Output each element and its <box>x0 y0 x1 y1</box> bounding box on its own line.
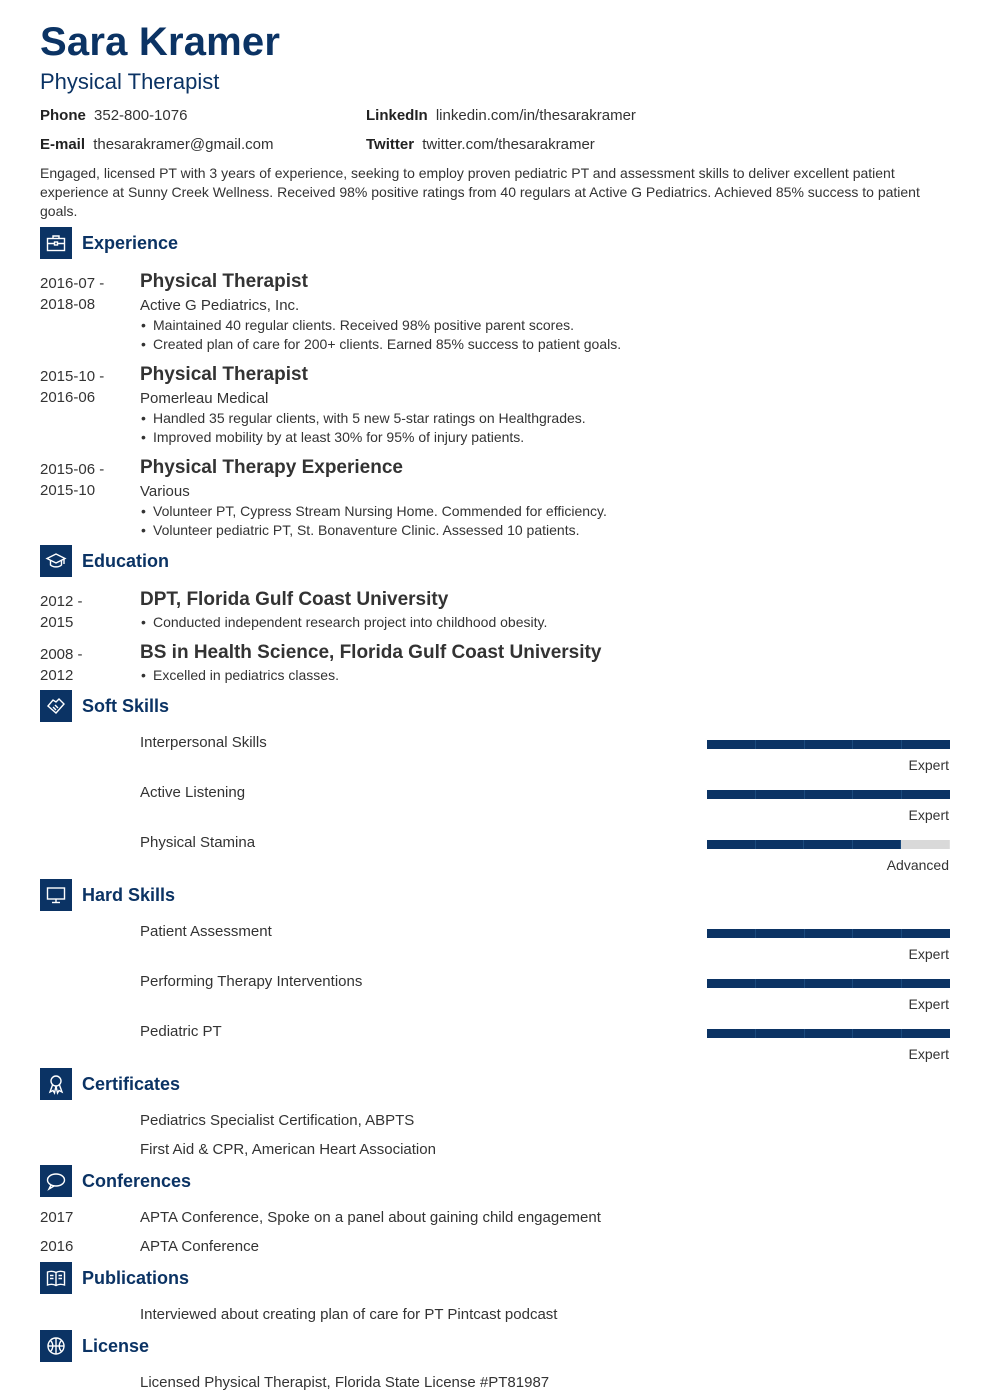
contact-twitter <box>366 135 595 155</box>
soft-skill-bar <box>707 740 950 749</box>
conference-year: 2017 <box>40 1209 74 1226</box>
skill-bar-segment <box>756 979 805 988</box>
exp2-title: Physical Therapist <box>140 364 308 385</box>
edu1-title: DPT, Florida Gulf Coast University <box>140 589 449 610</box>
license-item: Licensed Physical Therapist, Florida State License #PT81987 <box>140 1374 550 1391</box>
skill-bar-segment <box>901 840 950 849</box>
linkedin-label: LinkedIn <box>366 107 428 124</box>
skill-bar-segment <box>902 929 950 938</box>
edu1-bullets <box>140 613 547 632</box>
skill-bar-segment <box>805 790 854 799</box>
exp3-bullets <box>140 502 607 540</box>
open-book-icon <box>40 1262 72 1294</box>
exp2-date-start: 2015-10 - <box>40 368 105 385</box>
license-title: License <box>82 1335 150 1356</box>
skill-bar-segment <box>853 790 902 799</box>
edu1-bullet: • Conducted independent research project into childhood obesity. <box>140 613 547 632</box>
exp3-date-end: 2015-10 <box>40 482 96 499</box>
contact-linkedin <box>366 106 636 126</box>
handshake-icon <box>40 690 72 722</box>
skill-bar-segment <box>805 929 854 938</box>
soft-skill-level: Expert <box>908 757 949 773</box>
edu2-date-start: 2008 - <box>40 646 83 663</box>
exp3-org: Various <box>140 483 190 500</box>
conference-item: APTA Conference <box>140 1238 259 1255</box>
soft-skill-name: Physical Stamina <box>140 834 256 851</box>
certificate-item: Pediatrics Specialist Certification, ABPTS <box>140 1112 415 1129</box>
phone-label: Phone <box>40 107 86 124</box>
exp2-bullet: • Improved mobility by at least 30% for 95% of injury patients. <box>140 428 586 447</box>
publications-section-header <box>40 1262 189 1294</box>
exp3-date <box>40 459 130 501</box>
twitter-label: Twitter <box>366 136 415 153</box>
exp1-bullets <box>140 316 621 354</box>
skill-bar-segment <box>707 929 756 938</box>
edu2-bullet: • Excelled in pediatrics classes. <box>140 666 339 685</box>
soft-skills-section-header <box>40 690 169 722</box>
conference-year: 2016 <box>40 1238 74 1255</box>
skill-bar-segment <box>805 740 854 749</box>
exp1-bullet: • Created plan of care for 200+ clients. Earned 85% success to patient goals. <box>140 335 621 354</box>
briefcase-icon <box>40 227 72 259</box>
hard-skill-level: Expert <box>908 1046 949 1062</box>
soft-skill-bar <box>707 840 950 849</box>
edu2-title: BS in Health Science, Florida Gulf Coast University <box>140 642 602 663</box>
certificates-title: Certificates <box>82 1073 181 1094</box>
certificates-section-header <box>40 1068 180 1100</box>
skill-bar-segment <box>902 979 950 988</box>
skill-bar-segment <box>756 740 805 749</box>
skill-bar-segment <box>707 979 756 988</box>
conferences-title: Conferences <box>82 1170 192 1191</box>
email-value[interactable]: thesarakramer@gmail.com <box>93 136 274 153</box>
soft-skill-level: Expert <box>908 807 949 823</box>
skill-bar-segment <box>902 740 950 749</box>
conference-item: APTA Conference, Spoke on a panel about gaining child engagement <box>140 1209 601 1226</box>
hard-skill-bar <box>707 979 950 988</box>
experience-section-header <box>40 227 178 259</box>
skill-bar-segment <box>707 1029 756 1038</box>
hard-skill-level: Expert <box>908 996 949 1012</box>
skill-bar-segment <box>853 740 902 749</box>
skill-bar-segment <box>853 929 902 938</box>
exp2-bullet: • Handled 35 regular clients, with 5 new 5-star ratings on Healthgrades. <box>140 409 586 428</box>
skill-bar-segment <box>756 840 805 849</box>
license-section-header <box>40 1330 149 1362</box>
education-title: Education <box>82 550 170 571</box>
hard-skill-bar <box>707 1029 950 1038</box>
soft-skill-level: Advanced <box>886 857 949 873</box>
hard-skill-name: Patient Assessment <box>140 923 272 940</box>
candidate-name: Sara Kramer <box>40 20 281 64</box>
skill-bar-segment <box>804 840 853 849</box>
exp1-org: Active G Pediatrics, Inc. <box>140 297 300 314</box>
edu1-date-start: 2012 - <box>40 593 83 610</box>
edu2-date-end: 2012 <box>40 667 74 684</box>
skill-bar-segment <box>707 740 756 749</box>
hard-skill-name: Pediatric PT <box>140 1023 222 1040</box>
email-label: E-mail <box>40 136 86 153</box>
twitter-value[interactable]: twitter.com/thesarakramer <box>422 136 595 153</box>
edu2-bullets <box>140 666 339 685</box>
exp1-date <box>40 273 130 315</box>
exp2-org: Pomerleau Medical <box>140 390 269 407</box>
edu2-date <box>40 644 130 686</box>
soft-skill-bar <box>707 790 950 799</box>
summary-paragraph: Engaged, licensed PT with 3 years of experience, seeking to employ proven pediatric PT and assessment skills to deliver excellent patient experience at Sunny Creek Wellness. Received 98% positive ratings from 40 regulars at Active G Pediatrics. Achieved 85% success to patient goals. <box>40 165 920 219</box>
hard-skill-name: Performing Therapy Interventions <box>140 973 363 990</box>
edu1-date <box>40 591 130 633</box>
speech-bubble-icon <box>40 1165 72 1197</box>
experience-title: Experience <box>82 232 179 253</box>
linkedin-value[interactable]: linkedin.com/in/thesarakramer <box>435 107 636 124</box>
exp3-date-start: 2015-06 - <box>40 461 105 478</box>
skill-bar-segment <box>805 979 854 988</box>
skill-bar-segment <box>707 790 756 799</box>
skill-bar-segment <box>853 1029 902 1038</box>
skill-bar-segment <box>805 1029 854 1038</box>
skill-bar-segment <box>756 790 805 799</box>
contact-email <box>40 135 273 155</box>
hard-skills-title: Hard Skills <box>82 884 176 905</box>
skill-bar-segment <box>853 979 902 988</box>
education-section-header <box>40 545 169 577</box>
exp3-bullet: • Volunteer pediatric PT, St. Bonaventure Clinic. Assessed 10 patients. <box>140 521 607 540</box>
skill-bar-segment <box>902 1029 950 1038</box>
exp2-date-end: 2016-06 <box>40 389 96 406</box>
soft-skill-name: Active Listening <box>140 784 246 801</box>
graduation-cap-icon <box>40 545 72 577</box>
edu1-date-end: 2015 <box>40 614 74 631</box>
hard-skill-level: Expert <box>908 946 949 962</box>
exp2-bullets <box>140 409 586 447</box>
monitor-icon <box>40 879 72 911</box>
candidate-role: Physical Therapist <box>40 69 220 94</box>
contact-phone <box>40 106 187 126</box>
phone-value: 352-800-1076 <box>94 107 188 124</box>
publication-item: Interviewed about creating plan of care for PT Pintcast podcast <box>140 1306 558 1323</box>
exp3-title: Physical Therapy Experience <box>140 457 403 478</box>
exp3-bullet: • Volunteer PT, Cypress Stream Nursing Home. Commended for efficiency. <box>140 502 607 521</box>
certificate-item: First Aid & CPR, American Heart Association <box>140 1141 436 1158</box>
award-ribbon-icon <box>40 1068 72 1100</box>
publications-title: Publications <box>82 1267 190 1288</box>
soft-skill-name: Interpersonal Skills <box>140 734 267 751</box>
exp1-date-end: 2018-08 <box>40 296 96 313</box>
skill-bar-segment <box>707 840 756 849</box>
exp1-title: Physical Therapist <box>140 271 308 292</box>
soft-skills-title: Soft Skills <box>82 695 170 716</box>
skill-bar-segment <box>756 929 805 938</box>
exp2-date <box>40 366 130 408</box>
exp1-bullet: • Maintained 40 regular clients. Received 98% positive parent scores. <box>140 316 621 335</box>
exp1-date-start: 2016-07 - <box>40 275 105 292</box>
skill-bar-segment <box>902 790 950 799</box>
hard-skills-section-header <box>40 879 175 911</box>
basketball-icon <box>40 1330 72 1362</box>
conferences-section-header <box>40 1165 191 1197</box>
hard-skill-bar <box>707 929 950 938</box>
skill-bar-segment <box>853 840 902 849</box>
skill-bar-segment <box>756 1029 805 1038</box>
